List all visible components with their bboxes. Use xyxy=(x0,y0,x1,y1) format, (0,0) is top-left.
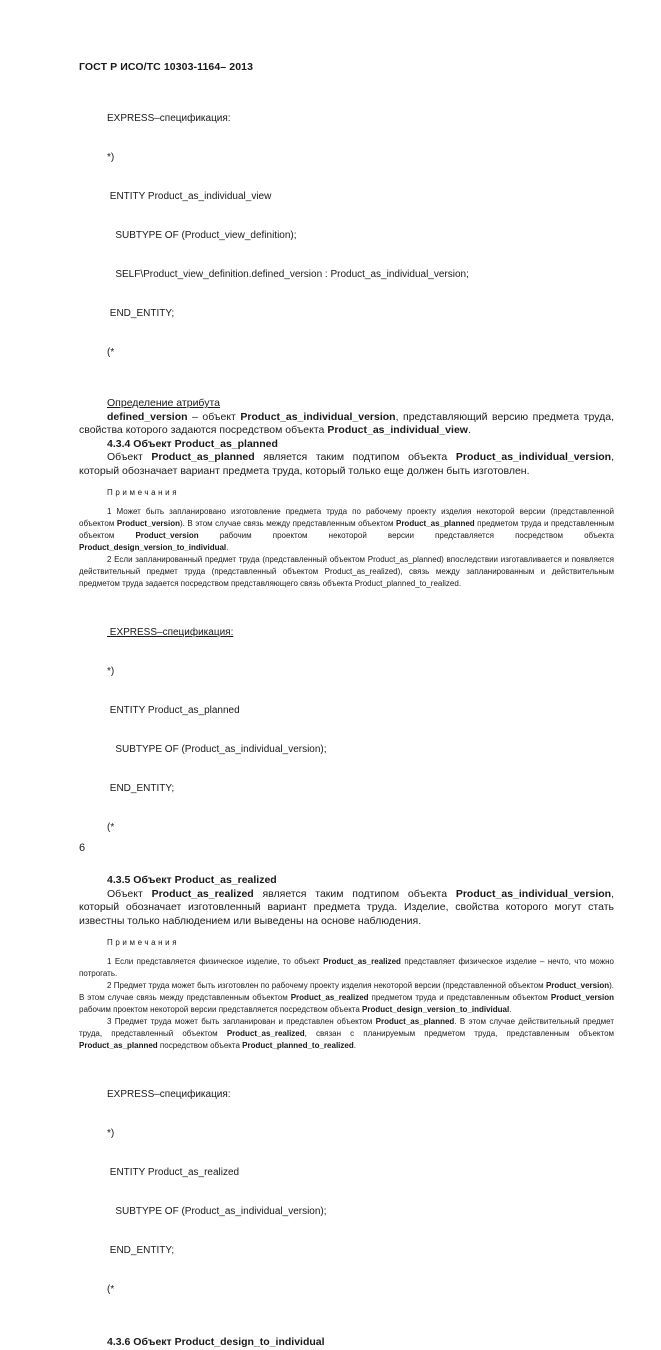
text-run: рабочим проектом некоторой версии представляется посредством объекта xyxy=(198,531,614,540)
entity-ref: Product_as_realized xyxy=(290,993,369,1002)
entity-ref: Product_version xyxy=(545,981,610,990)
document-header: ГОСТ Р ИСО/ТС 10303-1164– 2013 xyxy=(79,61,254,73)
entity-ref: Product_design_version_to_individual xyxy=(79,543,227,552)
text-run: , представляющий версию предмета труда, свойства которого задаются посредством объекта xyxy=(79,410,614,436)
note-item xyxy=(79,506,614,554)
code-line: END_ENTITY; xyxy=(107,783,175,794)
code-line: (* xyxy=(107,822,115,833)
text-run: предметом труда и представленным объектом xyxy=(368,993,551,1002)
entity-ref: Product_planned_to_realized xyxy=(242,1041,354,1050)
code-line: SUBTYPE OF (Product_as_individual_version); xyxy=(107,1206,327,1217)
entity-ref: Product_as_planned xyxy=(79,1041,158,1050)
text-run: 1 Может быть запланировано изготовление предмета труда по рабочему проекту изделия некоторой версии (представленной объектом xyxy=(79,507,614,528)
text-run: – объект xyxy=(187,410,241,423)
code-line: (* xyxy=(107,1284,115,1295)
express-code-block xyxy=(79,600,614,860)
code-line: *) xyxy=(107,1128,115,1139)
code-line: *) xyxy=(107,666,115,677)
text-run: является таким подтипом объекта xyxy=(253,887,456,900)
code-line: EXPRESS–спецификация: xyxy=(107,627,234,638)
text-run: 3 Предмет труда может быть запланирован и представлен объектом xyxy=(107,1017,376,1026)
code-line: ENTITY Product_as_individual_view xyxy=(107,191,272,202)
text-run: . xyxy=(353,1041,356,1050)
entity-ref: Product_version xyxy=(116,519,180,528)
express-code-block xyxy=(79,1062,614,1322)
entity-ref: Product_as_planned xyxy=(395,519,475,528)
text-run: . xyxy=(509,1005,512,1014)
express-code-block xyxy=(79,86,614,385)
text-run: 2 Предмет труда может быть изготовлен по рабочему проекту изделия некоторой версии (представленной объектом xyxy=(107,981,546,990)
section-paragraph xyxy=(79,451,614,478)
text-run: . В этом случае действительный предмет труда, представленный объектом xyxy=(79,1017,615,1038)
entity-ref: Product_as_realized xyxy=(323,957,401,966)
entity-ref: Product_as_realized xyxy=(151,887,254,900)
entity-ref: Product_version xyxy=(550,993,615,1002)
code-line: END_ENTITY; xyxy=(107,308,175,319)
entity-ref: Product_as_planned xyxy=(151,451,255,463)
entity-ref: Product_as_individual_view xyxy=(327,424,468,436)
section-heading-4-3-6: 4.3.6 Объект Product_design_to_individual xyxy=(107,1336,325,1348)
text-run: посредством объекта xyxy=(157,1041,243,1050)
entity-ref: Product_as_planned xyxy=(375,1017,455,1026)
attribute-definition-heading: Определение атрибута xyxy=(107,397,220,409)
code-line: SUBTYPE OF (Product_as_individual_version); xyxy=(107,744,327,755)
code-line: ENTITY Product_as_planned xyxy=(107,705,240,716)
code-line: EXPRESS–спецификация: xyxy=(107,113,231,124)
code-line: SELF\Product_view_definition.defined_version : Product_as_individual_version; xyxy=(107,269,469,280)
entity-ref: Product_as_individual_version xyxy=(455,451,612,463)
text-run: представляет физическое изделие – нечто, что можно потрогать. xyxy=(79,957,614,978)
note-item xyxy=(79,956,614,980)
text-run: является таким подтипом объекта xyxy=(254,451,456,463)
code-line: *) xyxy=(107,152,115,163)
text-run: предметом труда и представленным объектом xyxy=(79,519,614,540)
page-content xyxy=(79,86,614,1350)
code-line: END_ENTITY; xyxy=(107,1245,175,1256)
text-run: . xyxy=(226,543,229,552)
text-run: . xyxy=(467,424,471,436)
page-number: 6 xyxy=(79,842,86,854)
text-run: Объект xyxy=(107,887,152,900)
text-run: ). В этом случае связь между представленным объектом xyxy=(179,519,396,528)
code-line: ENTITY Product_as_realized xyxy=(107,1167,240,1178)
entity-ref: Product_as_realized xyxy=(226,1029,305,1038)
code-line: SUBTYPE OF (Product_view_definition); xyxy=(107,230,297,241)
text-run: Объект xyxy=(107,451,152,463)
section-heading-4-3-5: 4.3.5 Объект Product_as_realized xyxy=(107,874,277,886)
entity-ref: Product_version xyxy=(135,531,199,540)
code-line: (* xyxy=(107,347,115,358)
text-run: рабочим проектом некоторой версии представляется посредством объекта xyxy=(79,1005,363,1014)
attribute-term: defined_version xyxy=(107,410,188,423)
attribute-definition xyxy=(79,411,614,438)
notes-label: Примечания xyxy=(107,938,180,947)
text-run: , который обозначает изготовленный вариант предмета труда. Изделие, свойства которого могут стать известны только наблюдением или выведены на основе наблюдения. xyxy=(79,887,614,927)
text-run: ). В этом случае связь между представленным объектом xyxy=(79,981,614,1002)
code-line: EXPRESS–спецификация: xyxy=(107,1089,231,1100)
note-item xyxy=(79,980,614,1016)
notes-label: Примечания xyxy=(107,488,180,497)
text-run: , связан с планируемым предметом труда, представленным объектом xyxy=(304,1029,615,1038)
entity-ref: Product_as_individual_version xyxy=(455,887,612,900)
note-item xyxy=(79,1016,614,1052)
note-item: 2 Если запланированный предмет труда (представленный объектом Product_as_planned) впоследствии изготавливается и появляется действительный предмет труда (представленный объектом Product_as_realized), связь между запланированным и действительным предметом труда задается посредством представляющего связь объекта Product_planned_to_realized. xyxy=(79,555,614,588)
section-paragraph xyxy=(79,888,614,929)
text-run: 1 Если представляется физическое изделие, то объект xyxy=(107,957,324,966)
entity-ref: Product_as_individual_version xyxy=(240,410,396,423)
text-run: , который обозначает вариант предмета труда, который только еще должен быть изготовлен. xyxy=(79,451,614,477)
section-heading-4-3-4: 4.3.4 Объект Product_as_planned xyxy=(107,437,278,450)
entity-ref: Product_design_version_to_individual xyxy=(362,1005,510,1014)
